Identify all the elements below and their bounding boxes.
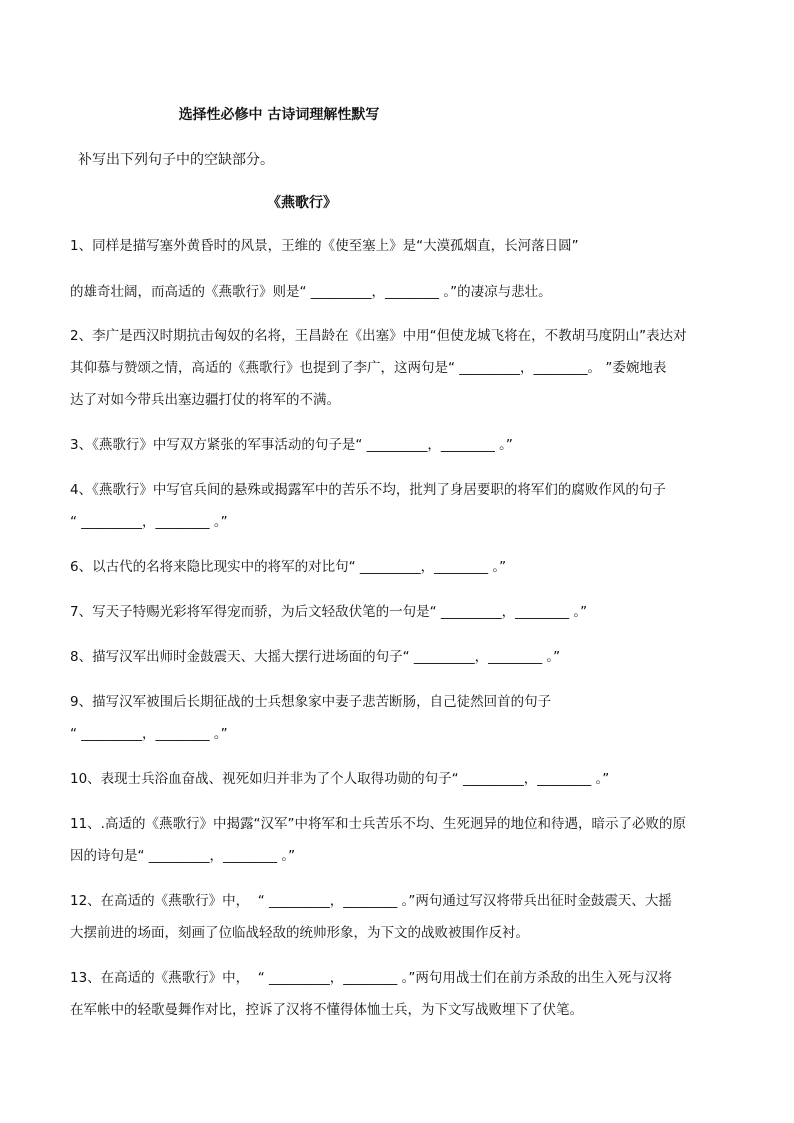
question-line: 11、.高适的《燕歌行》中揭露“汉军”中将军和士兵苦乐不均、生死迥异的地位和待遇，暗示了必败的原 (70, 816, 686, 832)
question-line: 1、同样是描写塞外黄昏时的风景，王维的《使至塞上》是“大漠孤烟直，长河落日圆” (70, 238, 579, 254)
question-line: 大摆前进的场面，刻画了位临战轻敌的统帅形象，为下文的战败被围作反衬。 (70, 925, 529, 941)
question-line: 2、李广是西汉时期抗击匈奴的名将，王昌龄在《出塞》中用“但使龙城飞将在，不教胡马度阴山”表达对 (70, 328, 687, 344)
question-line: 6、以古代的名将来隐比现实中的将军的对比句“ _________，________ 。” (70, 559, 507, 575)
worksheet-title: 选择性必修中 古诗词理解性默写 (178, 107, 380, 123)
question-line: 12、在高适的《燕歌行》中， “ _________，________ 。”两句通过写汉将带兵出征时金鼓震天、大摇 (70, 893, 672, 909)
question-line: 8、描写汉军出师时金鼓震天、大摇大摆行进场面的句子“ _________，________ 。” (70, 649, 561, 665)
question-line: 4、《燕歌行》中写官兵间的悬殊或揭露军中的苦乐不均，批判了身居要职的将军们的腐败作风的句子 (70, 482, 666, 498)
question-line: 10、表现士兵浴血奋战、视死如归并非为了个人取得功勋的句子“ _________，________ 。” (70, 771, 610, 787)
poem-title: 《燕歌行》 (267, 195, 337, 211)
question-line: 7、写天子特赐光彩将军得宠而骄，为后文轻敌伏笔的一句是“ _________，________ 。” (70, 604, 588, 620)
question-line: 因的诗句是“ _________，________ 。” (70, 848, 296, 864)
question-line: 的雄奇壮阔，而高适的《燕歌行》则是“ _________，________ 。”的凄凉与悲壮。 (70, 284, 552, 300)
question-line: 13、在高适的《燕歌行》中， “ _________，________ 。”两句用战士们在前方杀敌的出生入死与汉将 (70, 970, 672, 986)
question-line: 9、描写汉军被围后长期征战的士兵想象家中妻子悲苦断肠，自己徒然回首的句子 (70, 694, 552, 710)
question-line: 达了对如今带兵出塞边疆打仗的将军的不满。 (70, 392, 340, 408)
question-line: 3、《燕歌行》中写双方紧张的军事活动的句子是“ _________，________ 。” (70, 437, 513, 453)
question-line: 在军帐中的轻歌曼舞作对比，控诉了汉将不懂得体恤士兵，为下文写战败埋下了伏笔。 (70, 1002, 583, 1018)
question-line: “ _________，________ 。” (70, 726, 228, 742)
question-line: 其仰慕与赞颂之情，高适的《燕歌行》也提到了李广，这两句是“ _________，________。 ”委婉地表 (70, 360, 667, 376)
question-line: “ _________，________ 。” (70, 514, 228, 530)
instruction-text: 补写出下列句子中的空缺部分。 (78, 152, 274, 168)
